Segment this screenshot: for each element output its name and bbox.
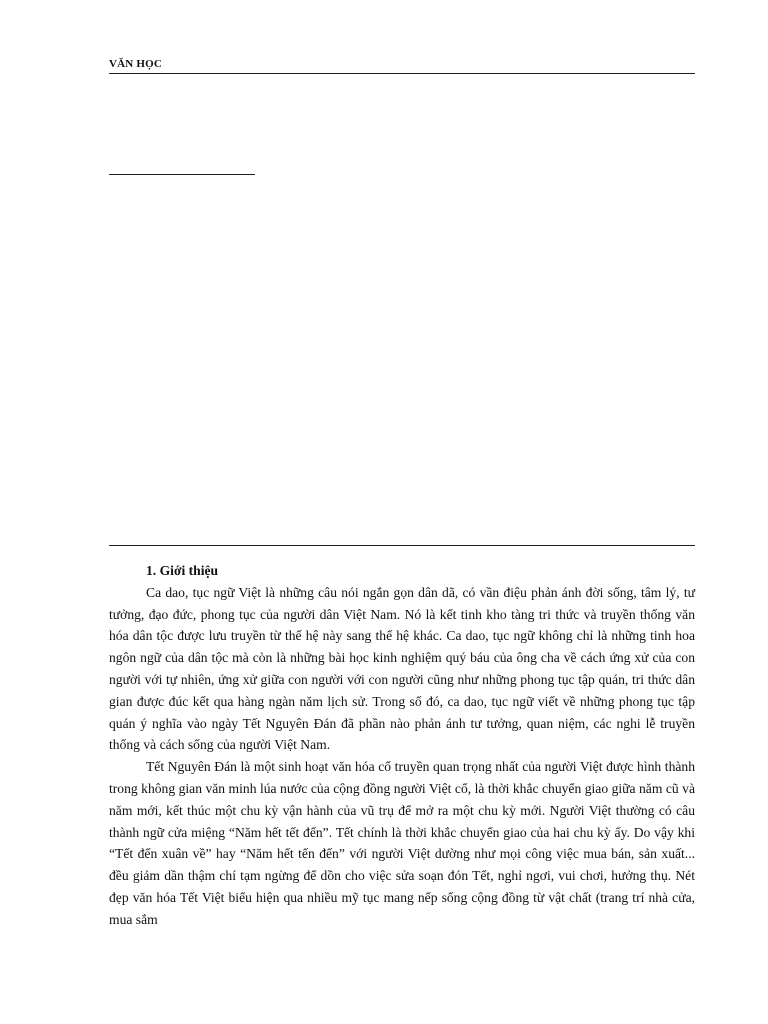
paragraph: Tết Nguyên Đán là một sinh hoạt văn hóa cổ truyền quan trọng nhất của người Việt được hình thành trong không gian văn minh lúa nước của cộng đồng người Việt cổ, là thời khắc chuyển giao giữa năm cũ và năm mới, kết thúc một chu kỳ vận hành của vũ trụ để mở ra một chu kỳ mới. Người Việt thường có câu thành ngữ cửa miệng “Năm hết tết đến”. Tết chính là thời khắc chuyển giao của hai chu kỳ ấy. Do vậy khi “Tết đến xuân về” hay “Năm hết tến đến” với người Việt dường như mọi công việc mua bán, sản xuất... đều giảm dần thậm chí tạm ngừng để dồn cho việc sửa soạn đón Tết, nghỉ ngơi, vui chơi, hưởng thụ. Nét đẹp văn hóa Tết Việt biểu hiện qua nhiều mỹ tục mang nếp sống cộng đồng từ vật chất (trang trí nhà cửa, mua sắm	[109, 759, 695, 927]
section-heading: 1. Giới thiệu	[146, 563, 219, 578]
article-body	[109, 560, 695, 931]
footnote-separator-rule	[109, 174, 255, 175]
header-rule	[109, 73, 695, 74]
section-divider-rule	[109, 545, 695, 546]
header-label: VĂN HỌC	[109, 58, 163, 70]
paragraph: Ca dao, tục ngữ Việt là những câu nói ngắn gọn dân dã, có vần điệu phản ánh đời sống, tâm lý, tư tưởng, đạo đức, phong tục của người dân Việt Nam. Nó là kết tinh kho tàng tri thức và truyền thống văn hóa dân tộc được lưu truyền từ thế hệ này sang thế hệ khác. Ca dao, tục ngữ không chỉ là những tinh hoa ngôn ngữ của dân tộc mà còn là những bài học kinh nghiệm quý báu của ông cha về cách ứng xử của con người với tự nhiên, ứng xử giữa con người với con người cũng như những phong tục tập quán, tri thức dân gian được đúc kết qua hàng ngàn năm lịch sử. Trong số đó, ca dao, tục ngữ viết về những phong tục tập quán ý nghĩa vào ngày Tết Nguyên Đán đã phần nào phản ánh tư tưởng, quan niệm, các nghi lễ truyền thống và cách sống của người Việt Nam.	[109, 584, 695, 753]
